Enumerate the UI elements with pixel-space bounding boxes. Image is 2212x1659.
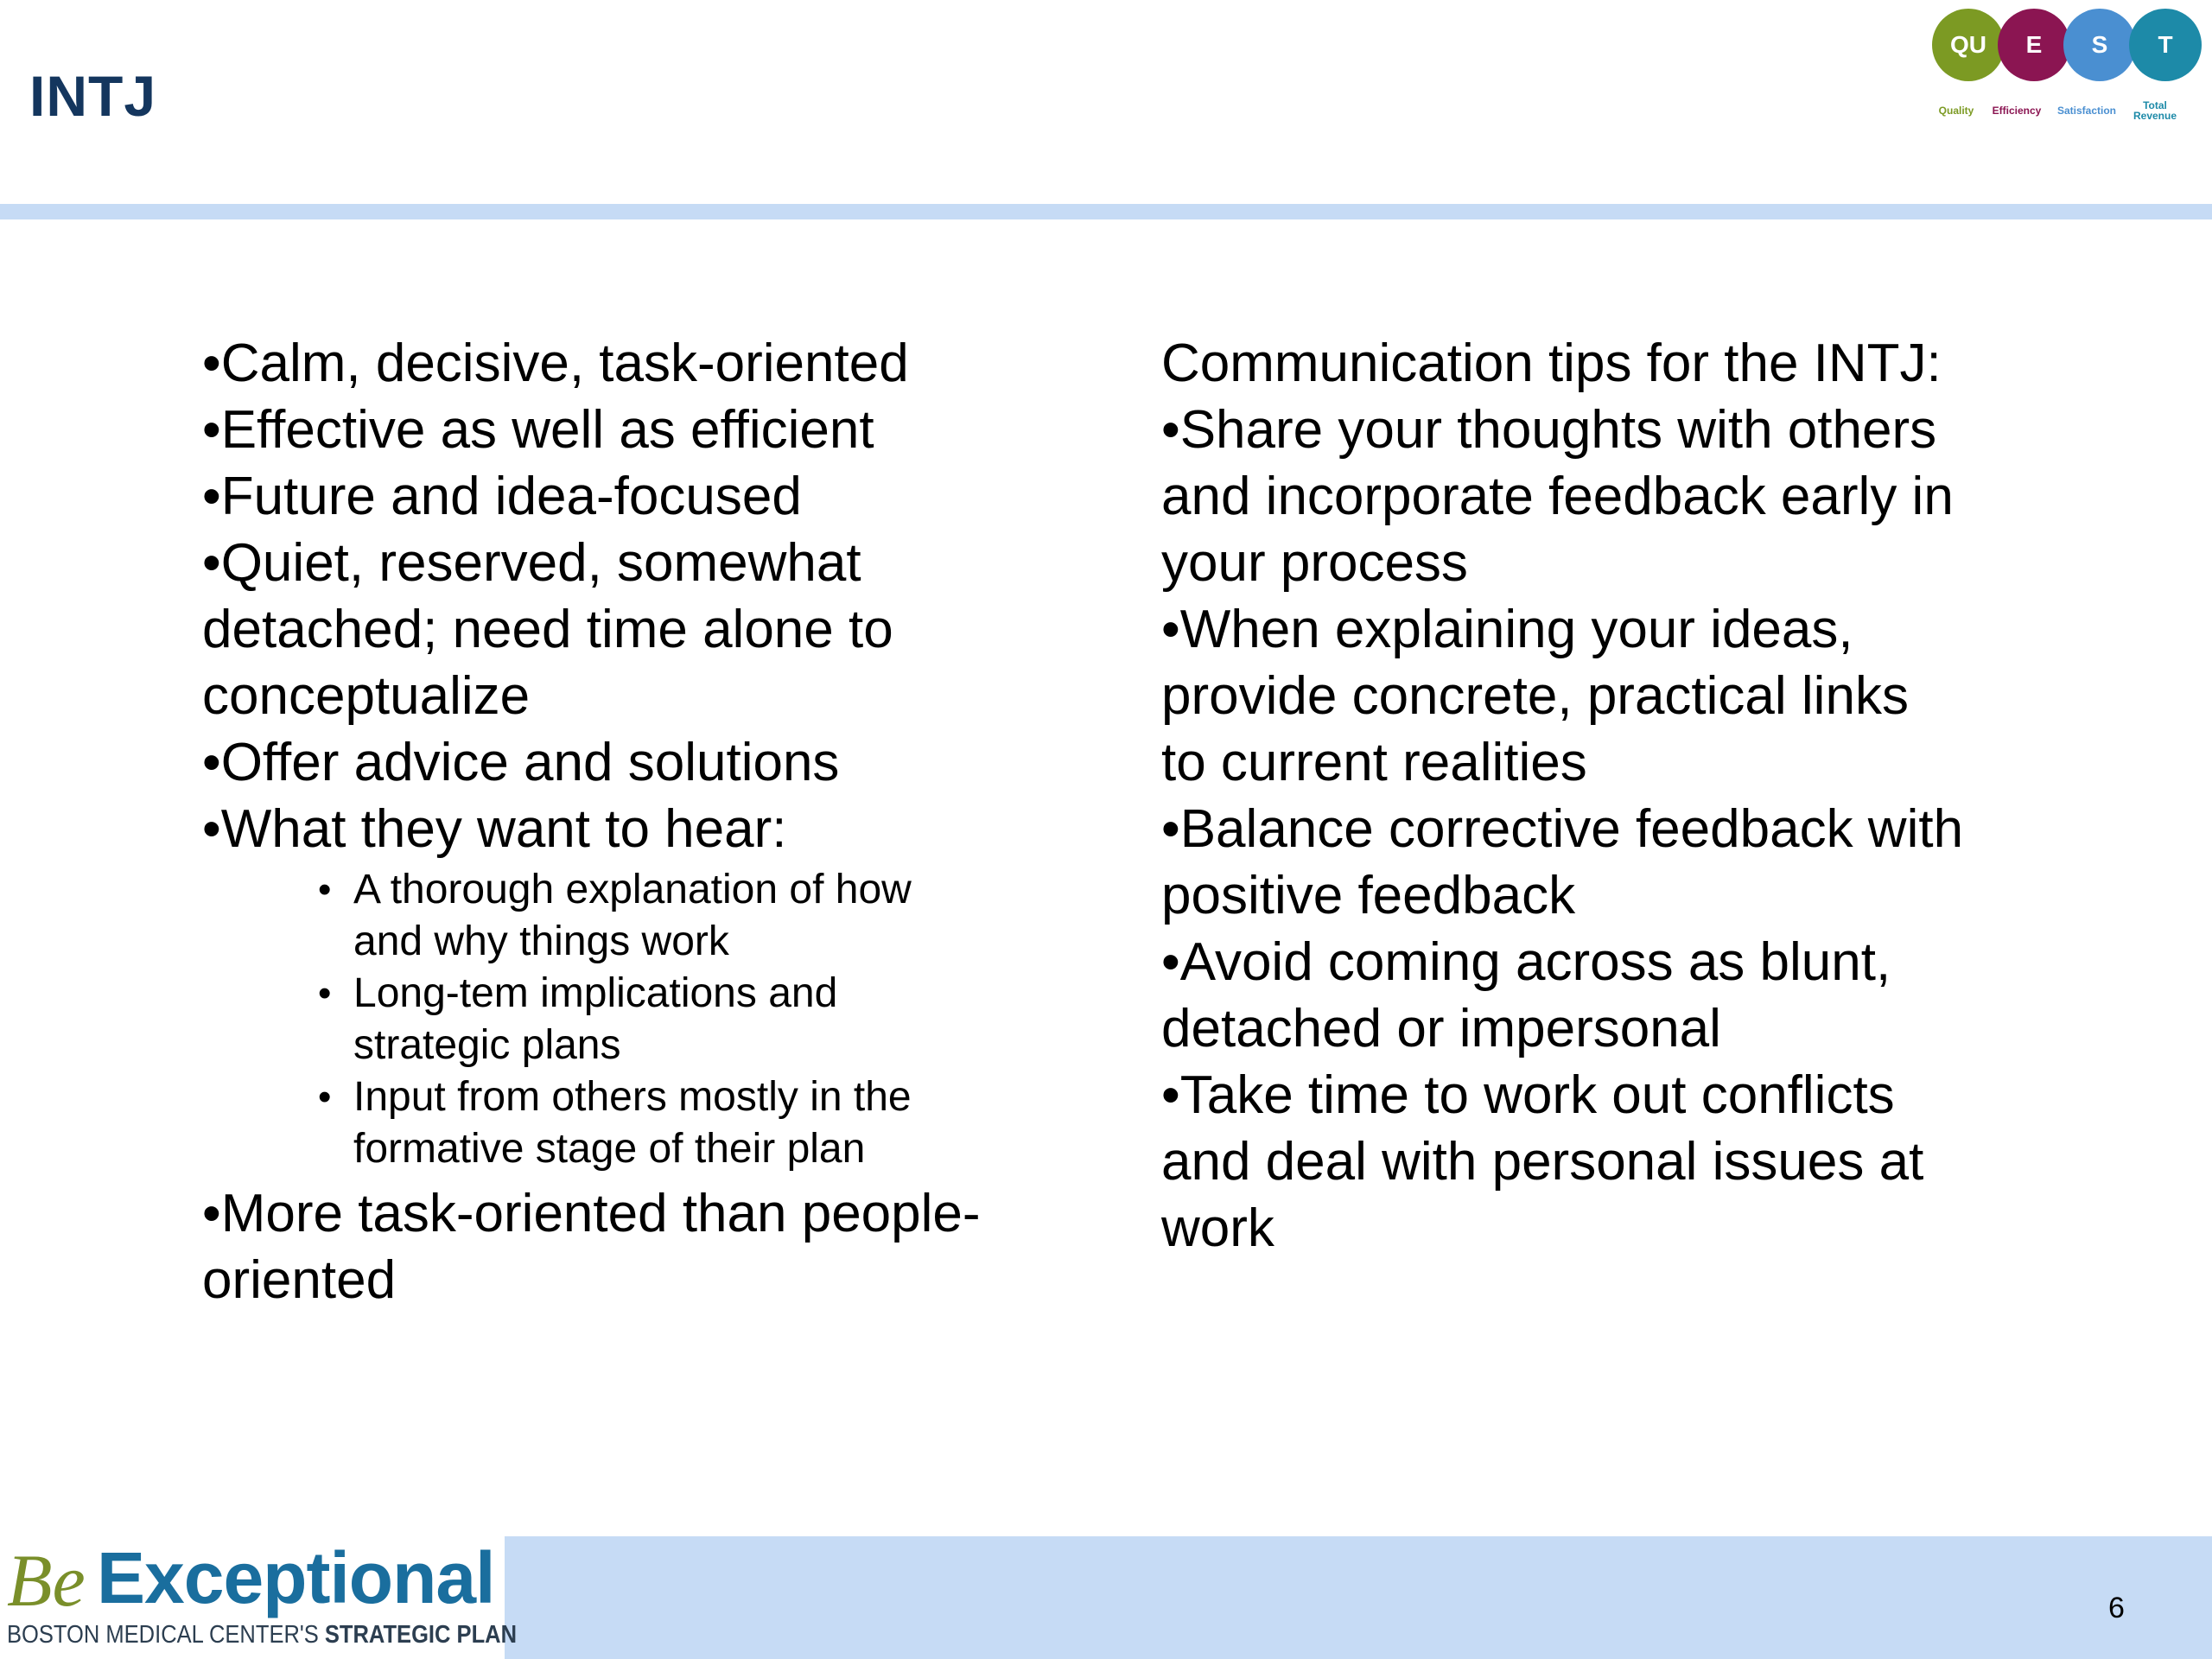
quest-circle-satisfaction: S	[2063, 9, 2136, 81]
sub-bullet-item	[202, 1071, 1066, 1175]
right-line: •Take time to work out conflicts	[1161, 1065, 1895, 1125]
sub-bullet-line: and why things work	[353, 918, 729, 964]
sub-bullet-line: Input from others mostly in the	[353, 1074, 912, 1120]
right-line: •Share your thoughts with others	[1161, 400, 1937, 460]
header-divider	[0, 204, 2212, 219]
left-line: •Effective as well as efficient	[202, 400, 874, 460]
left-line: •Calm, decisive, task-oriented	[202, 334, 909, 393]
right-column	[1161, 330, 2034, 1262]
right-line: •Avoid coming across as blunt,	[1161, 932, 1891, 992]
sub-bullet-line: A thorough explanation of how	[353, 867, 912, 912]
quest-caption-total-revenue: Total Revenue	[2133, 99, 2177, 122]
sub-bullet-line: formative stage of their plan	[353, 1126, 866, 1172]
quest-circle-quality: QU	[1932, 9, 2005, 81]
bullet-icon: •	[318, 972, 332, 1014]
left-line: •Offer advice and solutions	[202, 733, 840, 792]
quest-caption-quality: Quality	[1938, 105, 1974, 117]
right-line: •When explaining your ideas,	[1161, 600, 1853, 659]
quest-caption-satisfaction: Satisfaction	[2056, 105, 2116, 117]
left-line: •What they want to hear:	[202, 799, 787, 859]
right-line: work	[1161, 1198, 1274, 1258]
what-they-want-sublist	[202, 864, 1066, 1175]
quest-caption-efficiency: Efficiency	[1992, 105, 2042, 117]
left-line: •More task-oriented than people-	[202, 1184, 981, 1243]
right-line: to current realities	[1161, 733, 1587, 792]
left-line: conceptualize	[202, 666, 531, 726]
left-line: detached; need time alone to	[202, 600, 893, 659]
right-line: provide concrete, practical links	[1161, 666, 1909, 726]
bullet-icon: •	[318, 868, 332, 911]
logo-tagline-regular: BOSTON MEDICAL CENTER'S	[7, 1621, 325, 1649]
sub-bullet-item	[202, 968, 1066, 1071]
sub-bullet-line: strategic plans	[353, 1022, 621, 1068]
left-column	[202, 330, 1066, 1313]
logo-tagline	[7, 1623, 517, 1648]
be-exceptional-logo	[0, 1533, 518, 1659]
page-number: 6	[2108, 1592, 2125, 1624]
right-line: •Balance corrective feedback with	[1161, 799, 1964, 859]
quest-circle-efficiency: E	[1998, 9, 2070, 81]
right-line: your process	[1161, 533, 1468, 593]
logo-exceptional-text: Exceptional	[97, 1537, 495, 1618]
sub-bullet-item	[202, 864, 1066, 968]
right-line: detached or impersonal	[1161, 999, 1721, 1058]
left-line: oriented	[202, 1250, 397, 1310]
slide-title: INTJ	[29, 64, 157, 128]
quest-logo	[1929, 9, 2210, 138]
sub-bullet-line: Long-tem implications and	[353, 970, 838, 1016]
left-line: •Quiet, reserved, somewhat	[202, 533, 861, 593]
logo-be-text: Be	[7, 1539, 86, 1622]
right-line: and incorporate feedback early in	[1161, 467, 1954, 526]
footer-band	[505, 1536, 2212, 1659]
left-line: •Future and idea-focused	[202, 467, 802, 526]
bullet-icon: •	[318, 1076, 332, 1118]
right-line: positive feedback	[1161, 866, 1576, 925]
right-line: and deal with personal issues at	[1161, 1132, 1924, 1192]
quest-circle-total-revenue: T	[2129, 9, 2202, 81]
right-heading: Communication tips for the INTJ:	[1161, 334, 1942, 393]
logo-tagline-bold: STRATEGIC PLAN	[324, 1621, 518, 1649]
